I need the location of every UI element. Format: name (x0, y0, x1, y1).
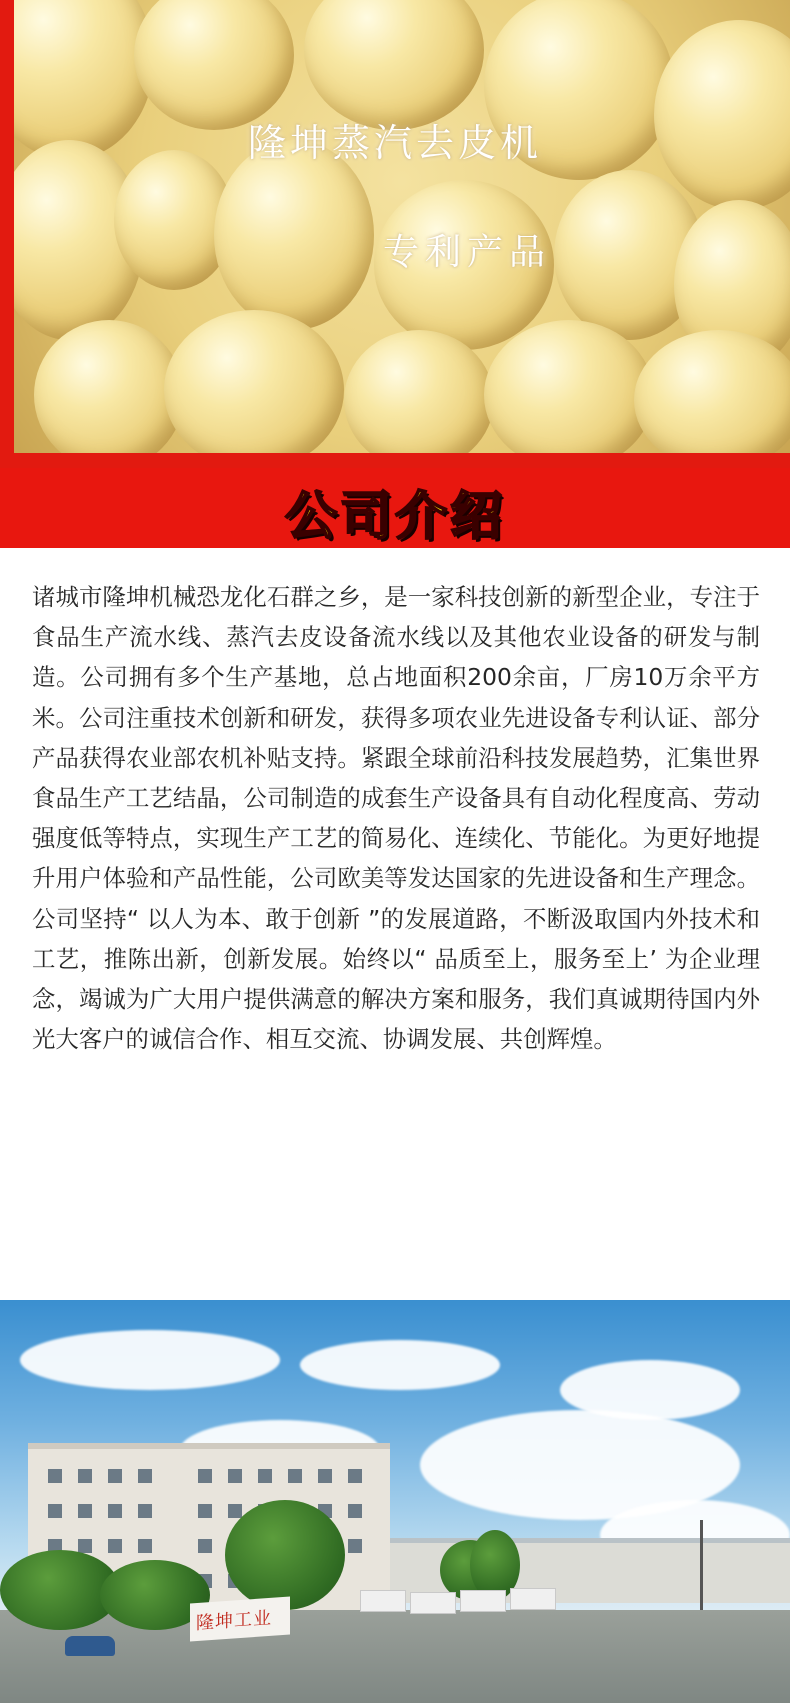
truck (510, 1588, 556, 1610)
truck (460, 1590, 506, 1612)
company-sign (190, 1597, 290, 1642)
hero-title: 隆坤蒸汽去皮机 (248, 121, 543, 165)
tree (225, 1500, 345, 1610)
car (65, 1636, 115, 1656)
courtyard (0, 1610, 790, 1703)
truck (360, 1590, 406, 1612)
section-heading-band (0, 468, 790, 548)
company-sign-text: 隆坤工业 (196, 1607, 272, 1635)
hero-banner (0, 0, 790, 468)
lamp-pole (700, 1520, 703, 1610)
hero-subtitle: 专利产品 (383, 232, 552, 273)
section-heading: 公司介绍 (284, 487, 505, 547)
company-intro-paragraph: 诸城市隆坤机械恐龙化石群之乡，是一家科技创新的新型企业，专注于食品生产流水线、蒸汽去皮设备流水线以及其他农业设备的研发与制造。公司拥有多个生产基地，总占地面积200余亩，厂房10万余平方米。公司注重技术创新和研发，获得多项农业先进设备专利认证、部分产品获得农业部农机补贴支持。紧跟全球前沿科技发展趋势，汇集世界食品生产工艺结晶，公司制造的成套生产设备具有自动化程度高、劳动强度低等特点，实现生产工艺的简易化、连续化、节能化。为更好地提升用户体验和产品性能，公司欧美等发达国家的先进设备和生产理念。 公司坚持“ 以人为本、敢于创新 ”的发展道路，不断汲取国内外技术和工艺，推陈出新，创新发展。始终以“ 品质至上，服务至上’ 为企业理念，竭诚为广大用户提供满意的解决方案和服务，我们真诚期待国内外光大客户的诚信合作、相互交流、协调发展、共创辉煌。 (32, 583, 760, 1054)
truck (410, 1592, 456, 1614)
